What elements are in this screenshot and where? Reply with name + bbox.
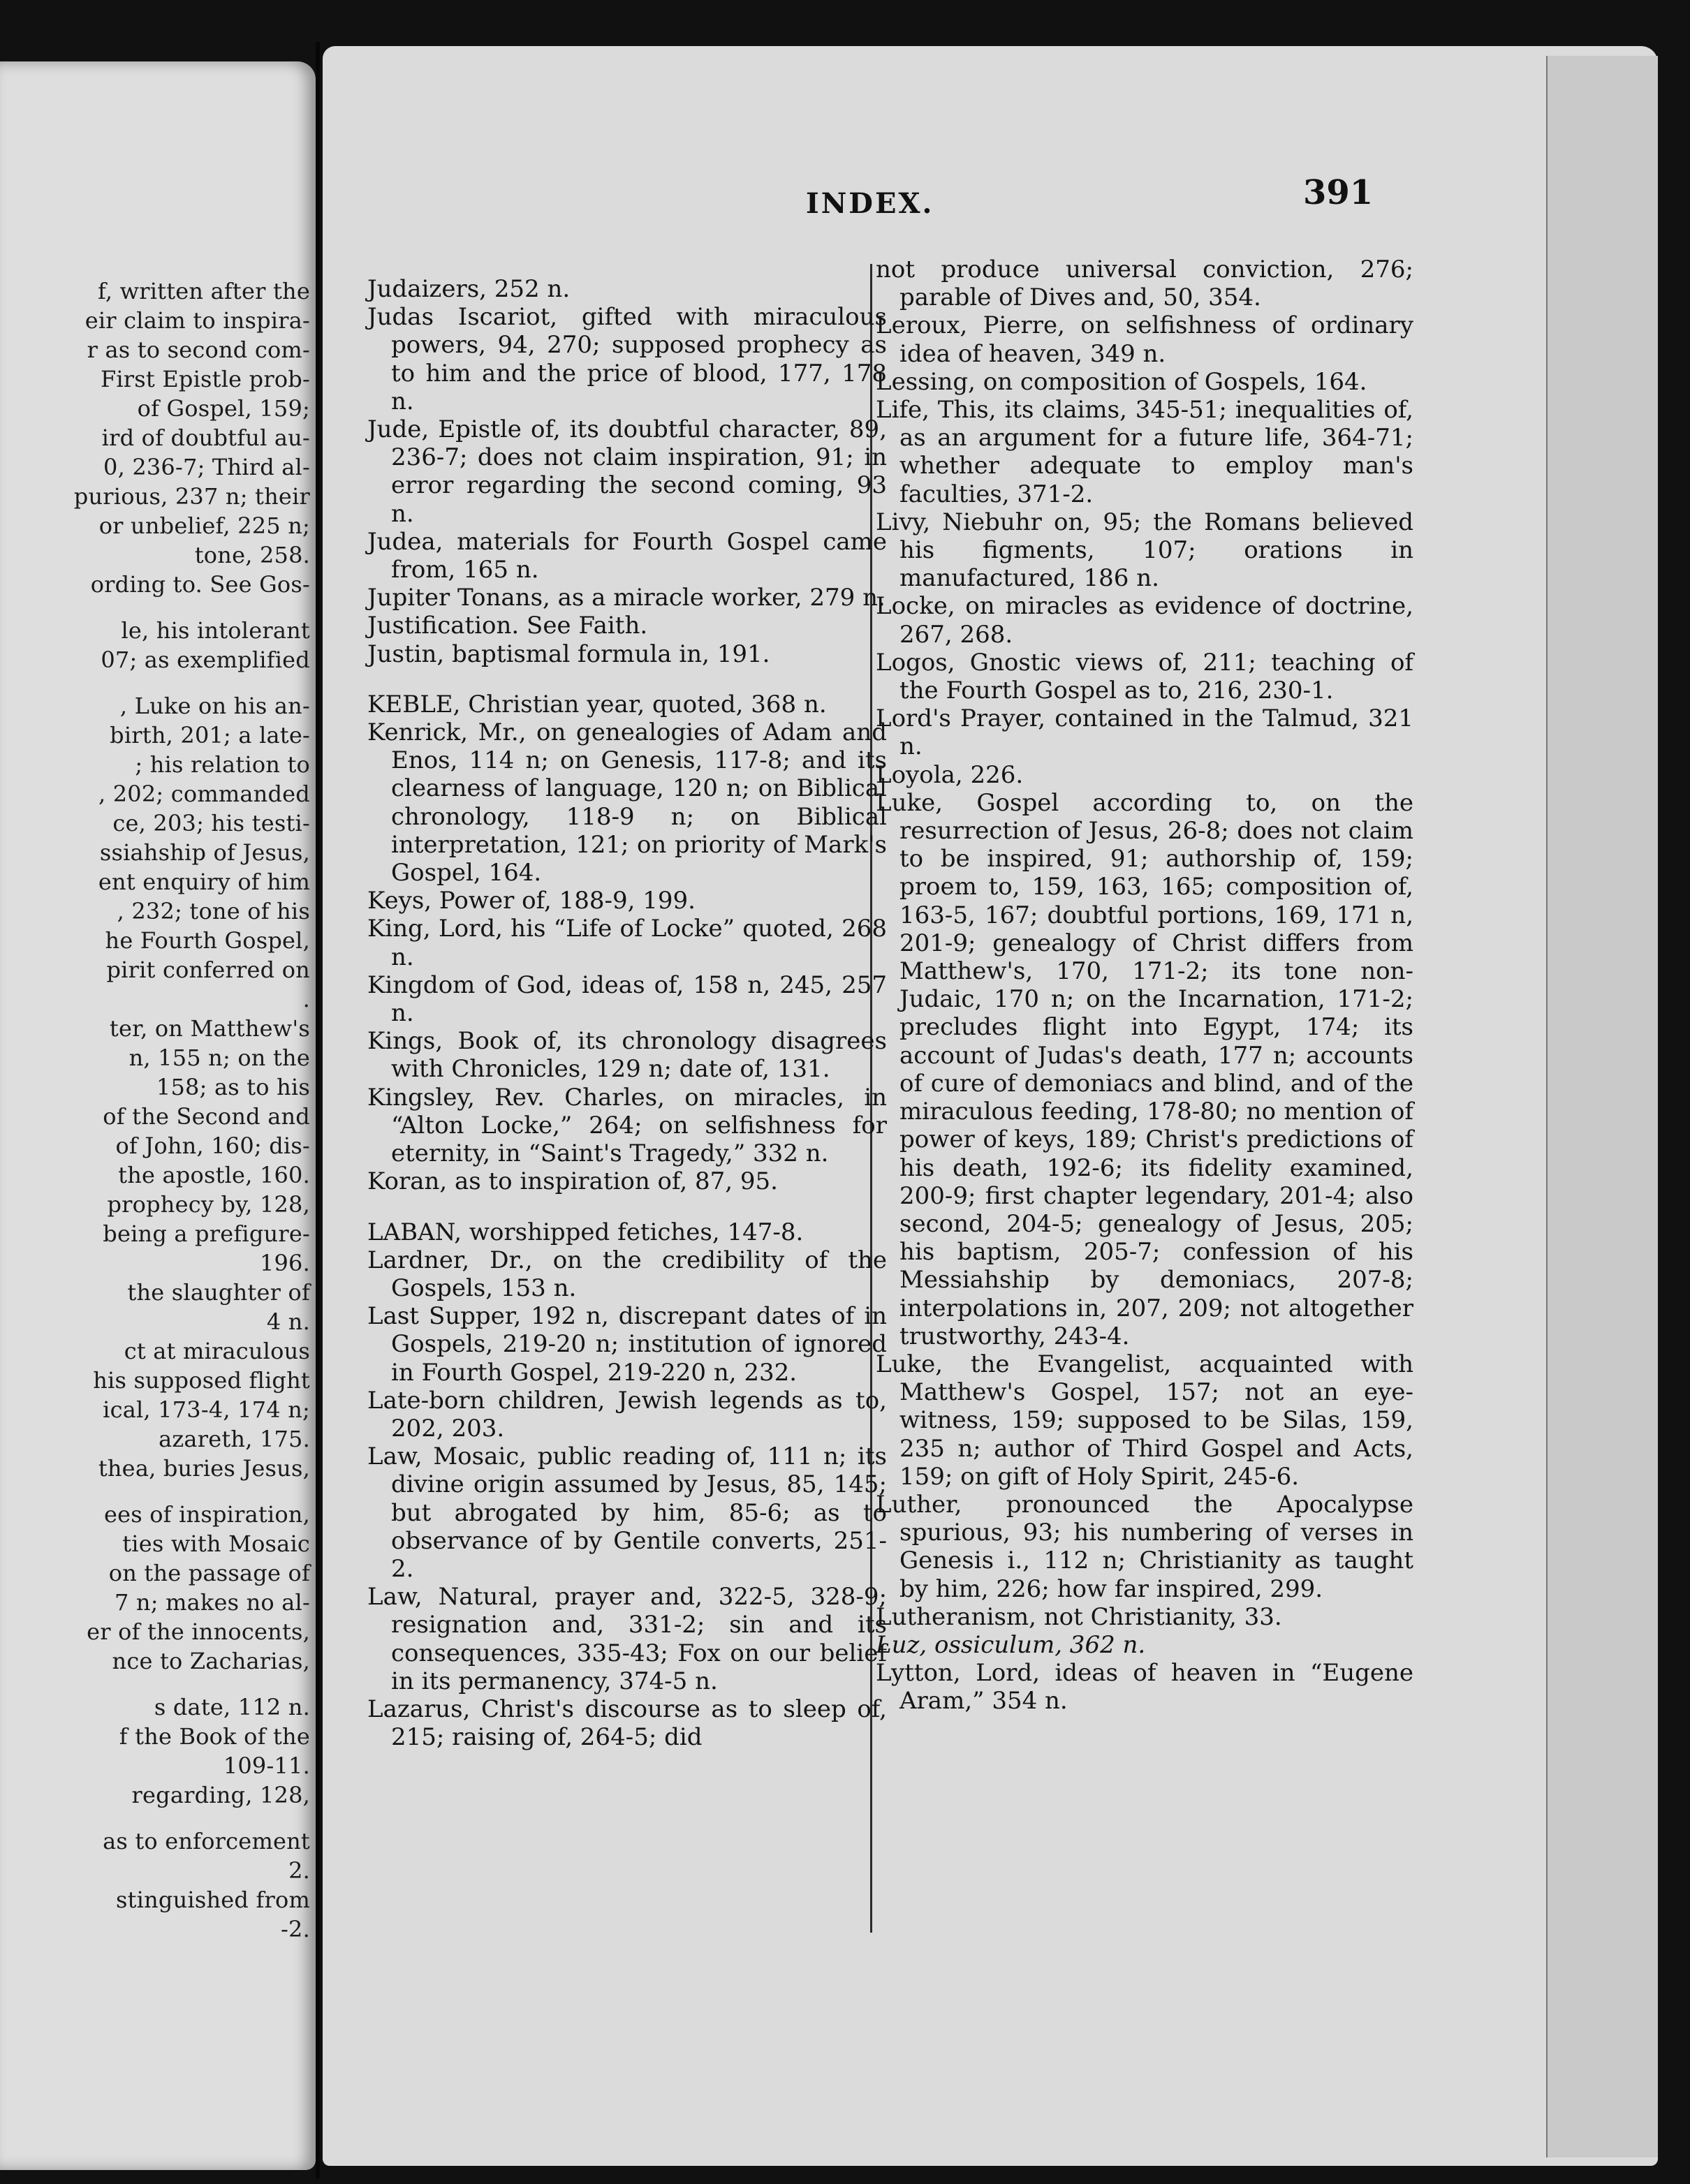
previous-page-line: ; his relation to (135, 751, 310, 778)
index-entry: Locke, on miracles as evidence of doctrine, 267, 268. (876, 592, 1413, 649)
previous-page-line: r as to second com- (87, 337, 310, 363)
previous-page-line: nce to Zacharias, (112, 1648, 310, 1674)
previous-page (0, 61, 316, 2170)
previous-page-line: s date, 112 n. (154, 1694, 310, 1720)
index-entry: Lutheranism, not Christianity, 33. (876, 1602, 1282, 1631)
previous-page-line: le, his intolerant (121, 617, 310, 644)
previous-page-line: 07; as exemplified (101, 647, 310, 673)
index-entry: Luz, ossiculum, 362 n. (876, 1630, 1146, 1659)
previous-page-line: the apostle, 160. (118, 1162, 310, 1188)
previous-page-line: he Fourth Gospel, (105, 927, 310, 954)
index-entry: Judas Iscariot, gifted with miraculous powers, 94, 270; supposed prophecy as to him and the price of blood, 177, 178 n. (367, 303, 887, 415)
previous-page-line (74, 1483, 310, 1500)
previous-page-line: 109-11. (223, 1753, 310, 1779)
previous-page-line: ties with Mosaic (122, 1530, 310, 1557)
index-entry: Kenrick, Mr., on genealogies of Adam and Enos, 114 n; on Genesis, 117-8; and its clearness of language, 120 n; on Biblical chronology, 118-9 n; on Biblical interpretation, 121; on priority of Mark's Gospel, 164. (367, 718, 887, 887)
index-entry: not produce universal conviction, 276; parable of Dives and, 50, 354. (876, 256, 1413, 312)
previous-page-line: , Luke on his an- (119, 693, 310, 719)
index-entry: Livy, Niebuhr on, 95; the Romans believed his figments, 107; orations in manufactured, 186 n. (876, 508, 1413, 593)
index-entry: Law, Mosaic, public reading of, 111 n; its divine origin assumed by Jesus, 85, 145; but abrogated by him, 85-6; as to observance of by Gentile converts, 251-2. (367, 1443, 887, 1583)
index-entry: Jupiter Tonans, as a miracle worker, 279 n. (367, 584, 886, 612)
previous-page-line: of Gospel, 159; (137, 395, 310, 422)
previous-page-line: azareth, 175. (159, 1426, 310, 1452)
index-entry: Logos, Gnostic views of, 211; teaching of the Fourth Gospel as to, 216, 230-1. (876, 648, 1413, 705)
previous-page-line: ent enquiry of him (98, 869, 310, 895)
index-entry: King, Lord, his “Life of Locke” quoted, 268 n. (367, 915, 887, 971)
previous-page-line: ird of doubtful au- (101, 425, 310, 451)
index-entry: Luther, pronounced the Apocalypse spurious, 93; his numbering of verses in Genesis i., 112 n; Christianity as taught by him, 226; how far inspired, 299. (876, 1490, 1413, 1603)
index-entry: Lessing, on composition of Gospels, 164. (876, 367, 1367, 396)
previous-page-line: tone, 258. (194, 542, 310, 568)
previous-page-line: of John, 160; dis- (115, 1132, 310, 1159)
index-column-left (367, 275, 887, 1751)
previous-page-line: regarding, 128, (131, 1782, 310, 1808)
index-entry: Judea, materials for Fourth Gospel came from, 165 n. (367, 527, 887, 584)
previous-page-line: stinguished from (115, 1887, 310, 1913)
index-entry: Luke, the Evangelist, acquainted with Matthew's Gospel, 157; not an eye-witness, 159; supposed to be Silas, 159, 235 n; author of Third Gospel and Acts, 159; on gift of Holy Spirit, 245-6. (876, 1350, 1413, 1491)
index-entry: Law, Natural, prayer and, 322-5, 328-9; resignation and, 331-2; sin and its consequences, 335-43; Fox on our belief in its permanency, 374-5 n. (367, 1583, 887, 1695)
previous-page-line: on the passage of (108, 1560, 310, 1586)
previous-page-line: 196. (259, 1250, 310, 1276)
previous-page-line: his supposed flight (93, 1367, 310, 1394)
index-entry: Lord's Prayer, contained in the Talmud, 321 n. (876, 704, 1413, 761)
previous-page-line: 7 n; makes no al- (114, 1589, 310, 1616)
previous-page-line: 2. (288, 1857, 310, 1884)
previous-page-line: , 202; commanded (98, 781, 310, 807)
book-gutter (316, 42, 320, 2178)
previous-page-line: n, 155 n; on the (128, 1045, 310, 1071)
page-number: 391 (1303, 173, 1374, 212)
previous-page-line: f, written after the (98, 278, 310, 304)
index-entry: KEBLE, Christian year, quoted, 368 n. (367, 690, 827, 718)
index-entry: Kingsley, Rev. Charles, on miracles, in “Alton Locke,” 264; on selfishness for eternity, in “Saint's Tragedy,” 332 n. (367, 1083, 887, 1168)
index-entry: Loyola, 226. (876, 760, 1024, 789)
index-entry: Keys, Power of, 188-9, 199. (367, 887, 696, 915)
previous-page-line: as to enforcement (103, 1828, 310, 1854)
previous-page-line: 0, 236-7; Third al- (103, 454, 310, 480)
page-edge (1546, 56, 1658, 2157)
index-entry: Justin, baptismal formula in, 191. (367, 640, 770, 668)
previous-page-line: ter, on Matthew's (109, 1015, 310, 1042)
previous-page-line: prophecy by, 128, (107, 1191, 310, 1218)
previous-page-line: birth, 201; a late- (110, 722, 310, 748)
index-entry: Kings, Book of, its chronology disagrees with Chronicles, 129 n; date of, 131. (367, 1027, 887, 1084)
previous-page-line: or unbelief, 225 n; (98, 512, 310, 539)
previous-page-text (74, 276, 310, 1944)
previous-page-line: 4 n. (266, 1308, 310, 1335)
index-entry: Last Supper, 192 n, discrepant dates of in Gospels, 219-20 n; institution of ignored in Fourth Gospel, 219-220 n, 232. (367, 1302, 887, 1387)
previous-page-line: ording to. See Gos- (90, 571, 310, 598)
previous-page-line: eir claim to inspira- (84, 307, 310, 334)
running-header: INDEX. (806, 187, 934, 220)
previous-page-line: purious, 237 n; their (73, 483, 310, 510)
index-entry: LABAN, worshipped fetiches, 147-8. (367, 1218, 804, 1246)
index-column-right (876, 256, 1413, 1716)
previous-page-line: First Epistle prob- (100, 366, 310, 392)
previous-page-line: 158; as to his (156, 1074, 310, 1100)
previous-page-line: thea, buries Jesus, (98, 1455, 310, 1482)
previous-page-line: pirit conferred on (106, 957, 310, 983)
previous-page-line: , 232; tone of his (117, 898, 310, 924)
previous-page-line: of the Second and (103, 1103, 310, 1130)
index-entry: Lazarus, Christ's discourse as to sleep of, 215; raising of, 264-5; did (367, 1695, 887, 1752)
index-entry: Luke, Gospel according to, on the resurrection of Jesus, 26-8; does not claim to be inspired, 91; authorship of, 159; proem to, 159, 163, 165; composition of, 163-5, 167; doubtful portions, 169, 171 n, 201-9; genealogy of Christ differs from Matthew's, 170, 171-2; its tone non-Judaic, 170 n; on the Incarnation, 171-2; precludes flight into Egypt, 174; its account of Judas's death, 177 n; accounts of cure of demoniacs and blind, and of the miraculous feeding, 178-80; no mention of power of keys, 189; Christ's predictions of his death, 192-6; its fidelity examined, 200-9; first chapter legendary, 201-4; also second, 204-5; genealogy of Jesus, 205; his baptism, 205-7; confession of his Messiahship by demoniacs, 207-8; interpolations in, 207, 209; not altogether trustworthy, 243-4. (876, 788, 1413, 1350)
previous-page-line: the slaughter of (127, 1279, 310, 1306)
previous-page-line: -2. (281, 1916, 310, 1942)
index-entry: Justification. See Faith. (367, 612, 648, 640)
previous-page-line: . (302, 986, 310, 1012)
previous-page-line: ssiahship of Jesus, (99, 839, 310, 866)
previous-page-line: er of the innocents, (87, 1618, 310, 1645)
index-entry: Life, This, its claims, 345-51; inequalities of, as an argument for a future life, 364-71; whether adequate to employ man's faculties, 371-2. (876, 396, 1413, 508)
index-entry: Koran, as to inspiration of, 87, 95. (367, 1167, 778, 1196)
index-entry: Leroux, Pierre, on selfishness of ordinary idea of heaven, 349 n. (876, 311, 1413, 368)
index-entry: Lytton, Lord, ideas of heaven in “Eugene Aram,” 354 n. (876, 1659, 1413, 1716)
previous-page-line (74, 1676, 310, 1692)
previous-page-line (74, 1810, 310, 1827)
index-entry: Lardner, Dr., on the credibility of the Gospels, 153 n. (367, 1246, 887, 1302)
previous-page-line (74, 674, 310, 691)
index-entry: Kingdom of God, ideas of, 158 n, 245, 257 n. (367, 971, 887, 1028)
previous-page-line: ees of inspiration, (103, 1501, 310, 1528)
previous-page-line (74, 599, 310, 616)
previous-page-line: ct at miraculous (124, 1338, 310, 1364)
index-entry: Judaizers, 252 n. (367, 275, 571, 303)
previous-page-line: being a prefigure- (103, 1220, 310, 1247)
index-entry: Jude, Epistle of, its doubtful character, 89, 236-7; does not claim inspiration, 91; in error regarding the second coming, 93 n. (367, 415, 887, 528)
previous-page-line: f the Book of the (119, 1723, 310, 1750)
index-entry: Late-born children, Jewish legends as to, 202, 203. (367, 1386, 887, 1443)
previous-page-line: ce, 203; his testi- (112, 810, 310, 836)
previous-page-line: ical, 173-4, 174 n; (103, 1396, 310, 1423)
